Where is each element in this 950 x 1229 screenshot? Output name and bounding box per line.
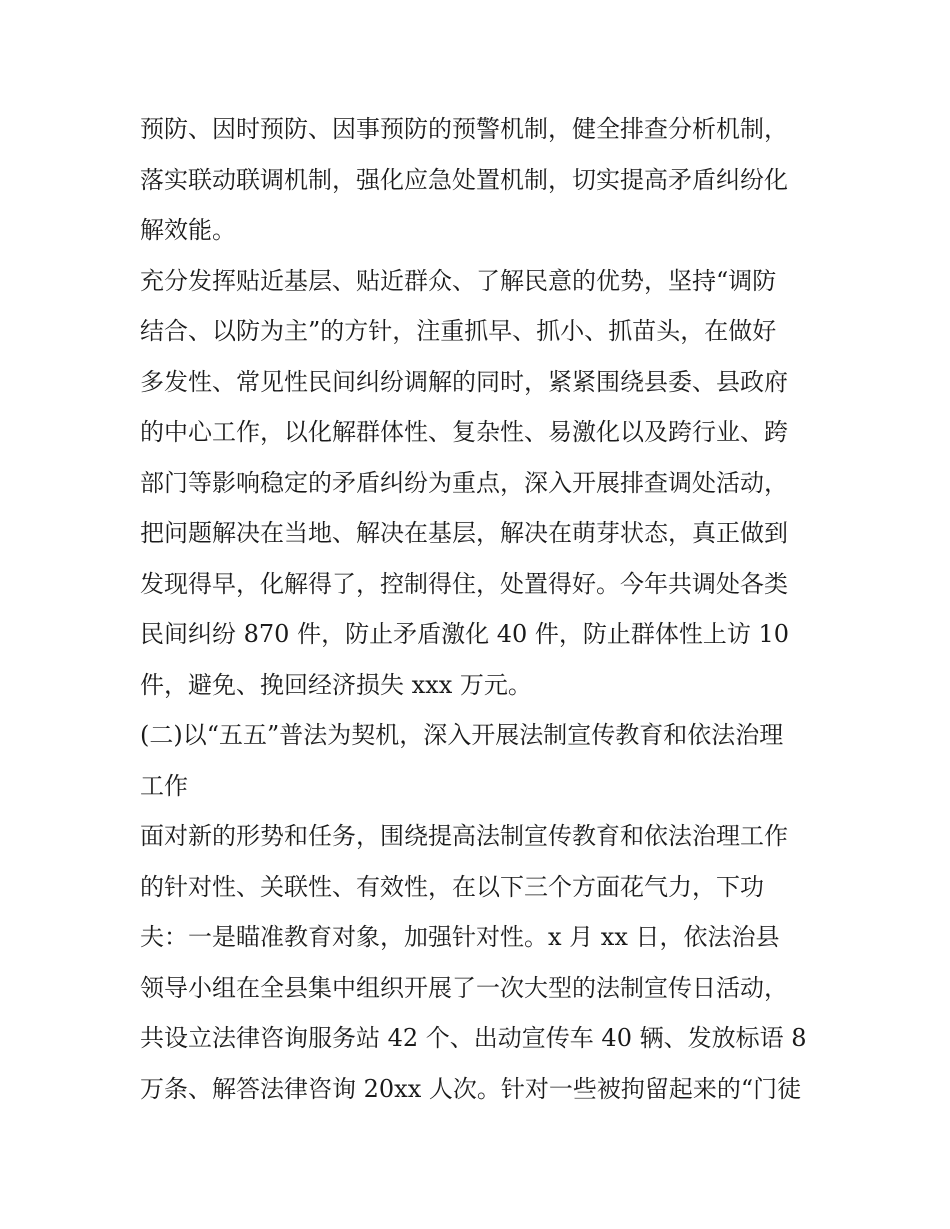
body-text xyxy=(140,104,820,1114)
text-line: 万条、解答法律咨询 20xx 人次。针对一些被拘留起来的“门徒 xyxy=(140,1074,802,1103)
text-line: 夫：一是瞄准教育对象，加强针对性。x 月 xx 日，依法治县 xyxy=(140,923,780,951)
section-heading: 工作 xyxy=(140,771,188,800)
text-line: 发现得早，化解得了，控制得住，处置得好。今年共调处各类 xyxy=(140,569,788,598)
text-line: 落实联动联调机制，强化应急处置机制，切实提高矛盾纠纷化 xyxy=(140,165,788,194)
text-line: 解效能。 xyxy=(140,216,236,244)
text-line: 预防、因时预防、因事预防的预警机制，健全排查分析机制， xyxy=(140,115,788,143)
text-line: 民间纠纷 870 件，防止矛盾激化 40 件，防止群体性上访 10 xyxy=(140,620,790,648)
text-line: 多发性、常见性民间纠纷调解的同时，紧紧围绕县委、县政府 xyxy=(140,367,788,396)
text-line: 件，避免、挽回经济损失 xxx 万元。 xyxy=(140,670,532,699)
text-line: 部门等影响稳定的矛盾纠纷为重点，深入开展排查调处活动， xyxy=(140,468,788,497)
text-line: 共设立法律咨询服务站 42 个、出动宣传车 40 辆、发放标语 8 xyxy=(140,1024,807,1052)
text-line: 充分发挥贴近基层、贴近群众、了解民意的优势，坚持“调防 xyxy=(140,266,777,295)
text-line: 的针对性、关联性、有效性，在以下三个方面花气力，下功 xyxy=(140,872,764,901)
text-line: 面对新的形势和任务，围绕提高法制宣传教育和依法治理工作 xyxy=(140,822,788,850)
section-heading: (二)以“五五”普法为契机，深入开展法制宣传教育和依法治理 xyxy=(140,721,784,749)
text-line: 领导小组在全县集中组织开展了一次大型的法制宣传日活动， xyxy=(140,973,788,1002)
text-line: 的中心工作，以化解群体性、复杂性、易激化以及跨行业、跨 xyxy=(140,418,788,446)
text-line: 结合、以防为主”的方针，注重抓早、抓小、抓苗头，在做好 xyxy=(140,317,777,345)
text-line: 把问题解决在当地、解决在基层，解决在萌芽状态，真正做到 xyxy=(140,519,788,547)
